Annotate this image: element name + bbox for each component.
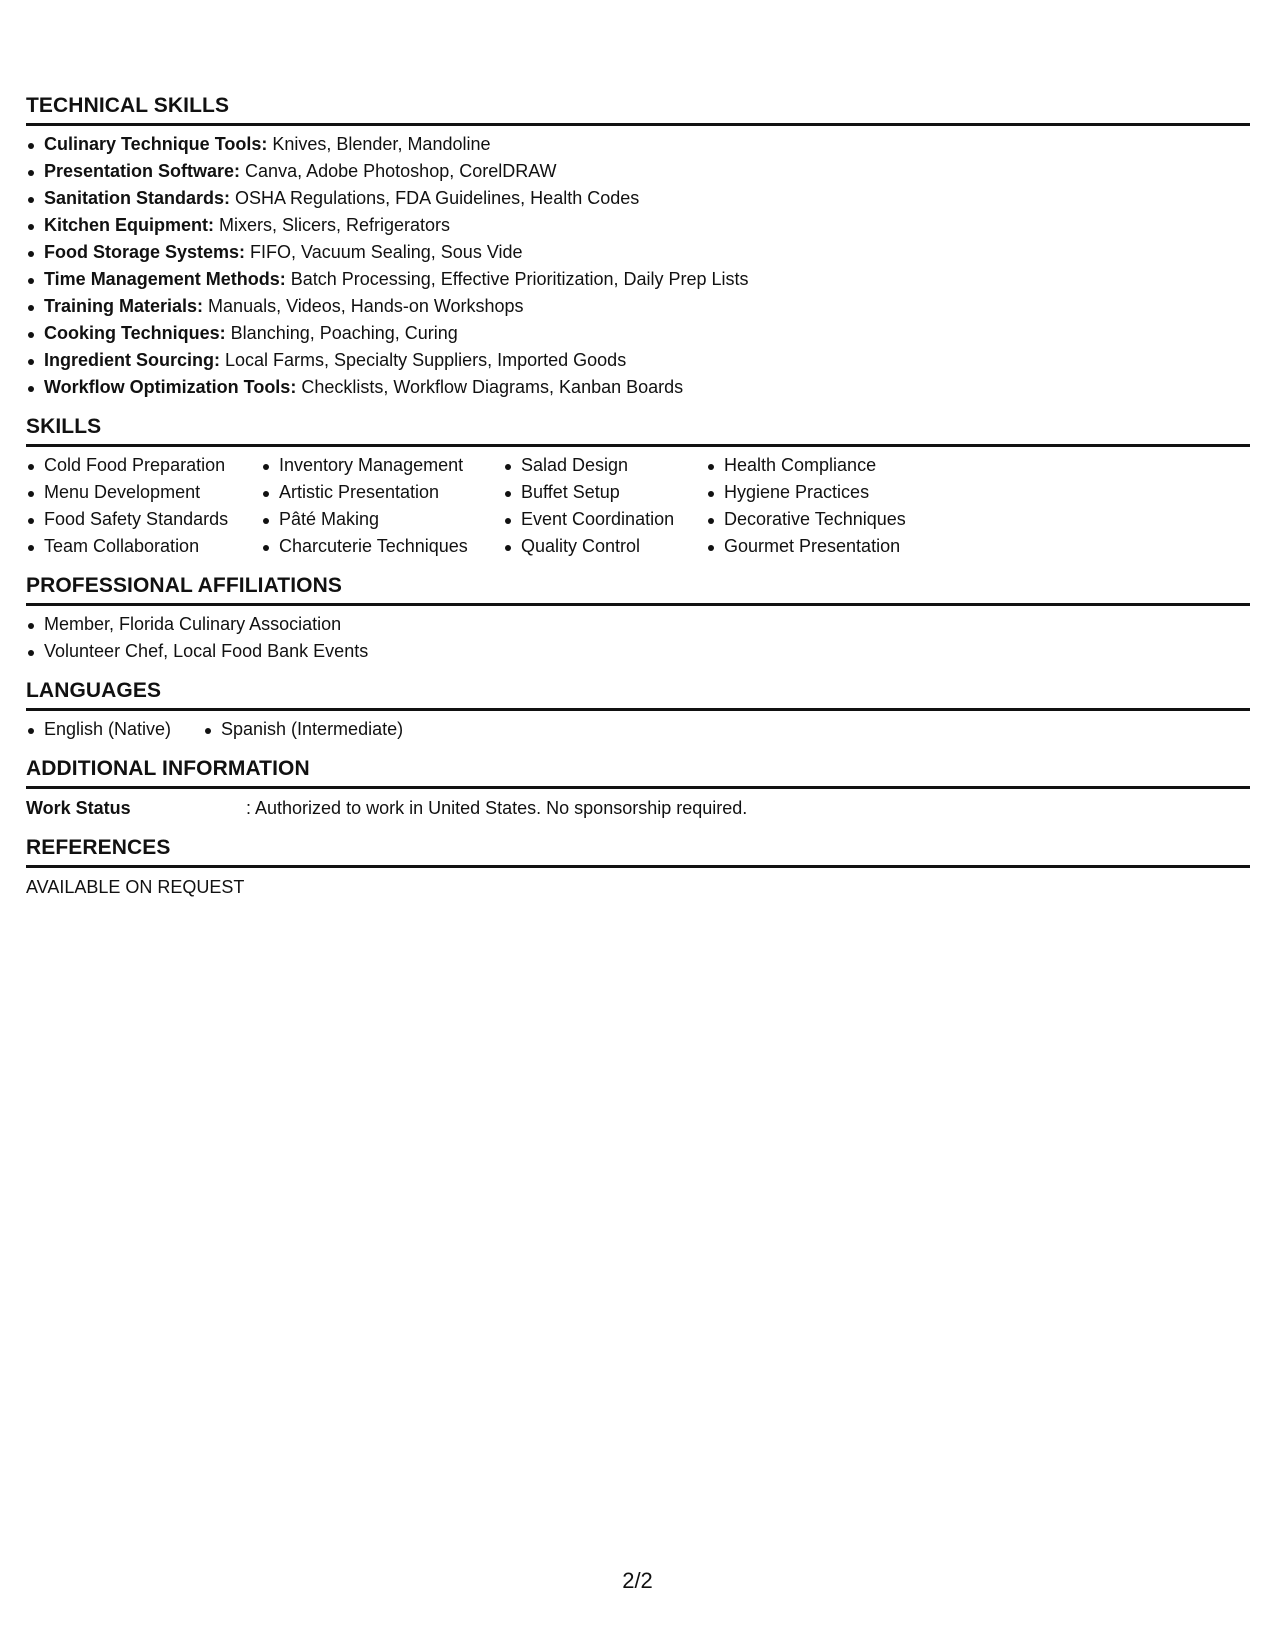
skill-item: Pâté Making (261, 506, 503, 533)
skill-item: Artistic Presentation (261, 479, 503, 506)
skill-item: Inventory Management (261, 452, 503, 479)
technical-skill-value: Blanching, Poaching, Curing (225, 323, 458, 343)
technical-skill-label: Cooking Techniques: (44, 323, 226, 343)
technical-skill-label: Sanitation Standards: (44, 188, 231, 208)
technical-skill-item (26, 212, 1250, 239)
additional-information-heading: ADDITIONAL INFORMATION (26, 757, 1250, 789)
technical-skill-value: OSHA Regulations, FDA Guidelines, Health Codes (230, 188, 640, 208)
skill-item: Quality Control (503, 533, 706, 560)
skills-column (706, 452, 966, 560)
technical-skill-label: Culinary Technique Tools: (44, 134, 268, 154)
skill-item: Team Collaboration (26, 533, 261, 560)
affiliation-item: Member, Florida Culinary Association (26, 611, 1250, 638)
technical-skill-value: Canva, Adobe Photoshop, CorelDRAW (240, 161, 557, 181)
technical-skill-label: Workflow Optimization Tools: (44, 377, 297, 397)
skill-item: Salad Design (503, 452, 706, 479)
language-column (203, 716, 403, 743)
technical-skill-value: Manuals, Videos, Hands-on Workshops (203, 296, 524, 316)
skill-item: Cold Food Preparation (26, 452, 261, 479)
technical-skill-item (26, 320, 1250, 347)
skills-column (261, 452, 503, 560)
skills-section (26, 415, 1250, 560)
skill-item: Health Compliance (706, 452, 966, 479)
additional-information-section (26, 757, 1250, 822)
technical-skills-section (26, 94, 1250, 401)
resume-page (26, 94, 1250, 901)
work-status-label: Work Status (26, 798, 131, 818)
affiliations-section (26, 574, 1250, 665)
skills-grid (26, 452, 1250, 560)
technical-skill-item (26, 374, 1250, 401)
work-status-row (26, 795, 1250, 822)
references-text: AVAILABLE ON REQUEST (26, 877, 245, 897)
skill-item: Hygiene Practices (706, 479, 966, 506)
technical-skill-item (26, 293, 1250, 320)
affiliation-item: Volunteer Chef, Local Food Bank Events (26, 638, 1250, 665)
technical-skill-value: FIFO, Vacuum Sealing, Sous Vide (245, 242, 523, 262)
page-number: 2/2 (622, 1568, 653, 1593)
technical-skill-item (26, 266, 1250, 293)
skills-column (26, 452, 261, 560)
skills-column (503, 452, 706, 560)
language-item: Spanish (Intermediate) (203, 716, 403, 743)
skill-item: Food Safety Standards (26, 506, 261, 533)
skill-item: Decorative Techniques (706, 506, 966, 533)
affiliations-list (26, 611, 1250, 665)
technical-skill-item (26, 239, 1250, 266)
technical-skill-value: Batch Processing, Effective Prioritization, Daily Prep Lists (285, 269, 749, 289)
technical-skill-label: Ingredient Sourcing: (44, 350, 221, 370)
technical-skills-list (26, 131, 1250, 401)
technical-skills-heading: TECHNICAL SKILLS (26, 94, 1250, 126)
technical-skill-label: Food Storage Systems: (44, 242, 246, 262)
technical-skill-value: Local Farms, Specialty Suppliers, Imported Goods (220, 350, 627, 370)
technical-skill-label: Presentation Software: (44, 161, 241, 181)
technical-skill-label: Training Materials: (44, 296, 204, 316)
technical-skill-label: Kitchen Equipment: (44, 215, 214, 235)
skill-item: Event Coordination (503, 506, 706, 533)
skills-heading: SKILLS (26, 415, 1250, 447)
skill-item: Gourmet Presentation (706, 533, 966, 560)
technical-skill-value: Mixers, Slicers, Refrigerators (214, 215, 451, 235)
technical-skill-item (26, 347, 1250, 374)
technical-skill-label: Time Management Methods: (44, 269, 286, 289)
language-item: English (Native) (26, 716, 203, 743)
technical-skill-item (26, 131, 1250, 158)
languages-section (26, 679, 1250, 743)
technical-skill-item (26, 158, 1250, 185)
references-heading: REFERENCES (26, 836, 1250, 868)
languages-list (26, 716, 1250, 743)
technical-skill-value: Knives, Blender, Mandoline (267, 134, 491, 154)
references-section (26, 836, 1250, 901)
skill-item: Menu Development (26, 479, 261, 506)
language-column (26, 716, 203, 743)
skill-item: Buffet Setup (503, 479, 706, 506)
technical-skill-item (26, 185, 1250, 212)
technical-skill-value: Checklists, Workflow Diagrams, Kanban Boards (296, 377, 684, 397)
skill-item: Charcuterie Techniques (261, 533, 503, 560)
work-status-value: : Authorized to work in United States. No sponsorship required. (246, 798, 748, 818)
affiliations-heading: PROFESSIONAL AFFILIATIONS (26, 574, 1250, 606)
languages-heading: LANGUAGES (26, 679, 1250, 711)
